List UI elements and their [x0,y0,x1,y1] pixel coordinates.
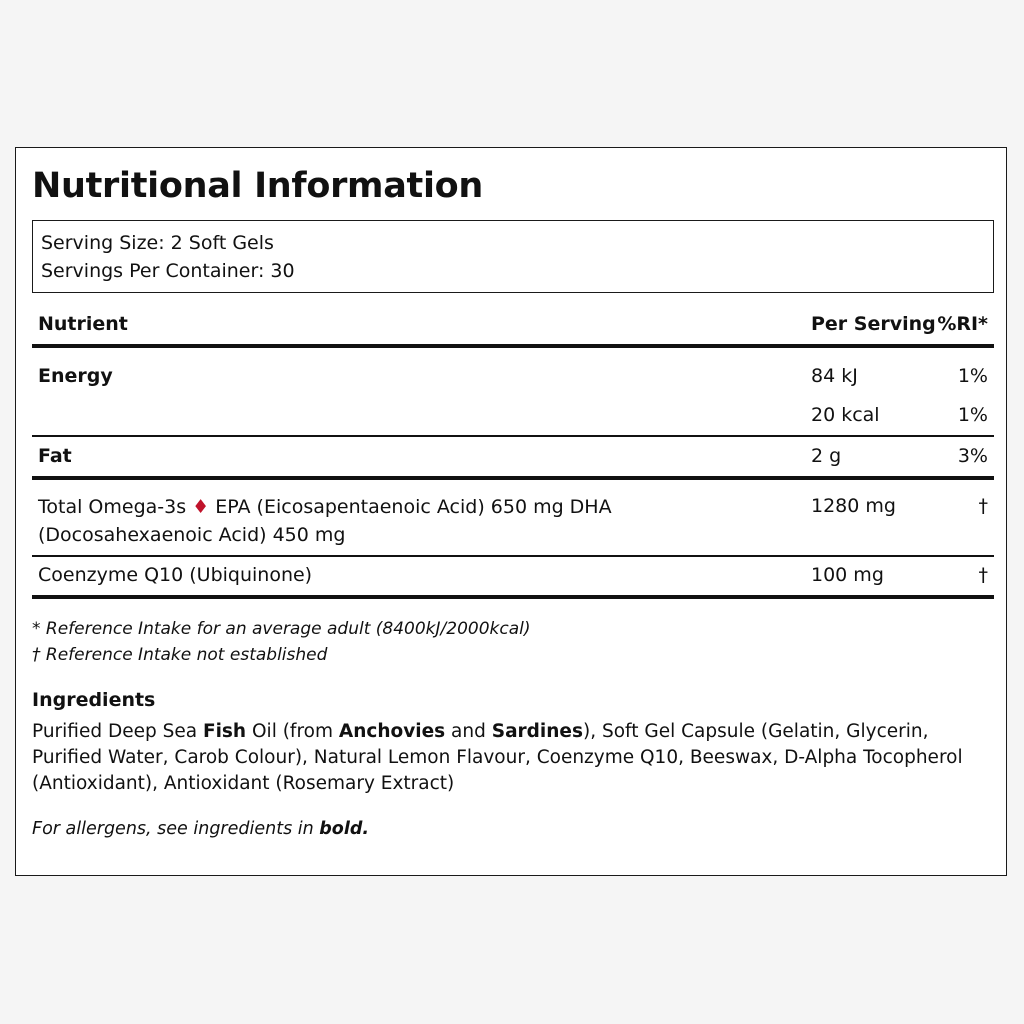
energy-kcal-ri: 1% [957,404,988,426]
table-row [32,404,994,432]
serving-size: Serving Size: 2 Soft Gels [41,232,274,254]
servings-per-container: Servings Per Container: 30 [41,260,295,282]
header-ri: %RI* [937,313,988,335]
coq10-value: 100 mg [811,564,884,586]
energy-kj-value: 84 kJ [811,365,858,387]
header-per-serving: Per Serving [811,313,936,335]
ingredient-text: ), Soft Gel Capsule (Gelatin, Glycerin, Purified Water, Carob Colour), Natural Lemon Flavour, Coenzyme Q10, Beeswax, D-Alpha Tocopherol (Antioxidant), Antioxidant (Rosemary Extract) [32,721,963,794]
header-nutrient: Nutrient [38,313,128,335]
table-row [32,445,994,473]
table-row [32,493,994,553]
allergen-sardines: Sardines [491,721,583,742]
fat-label: Fat [38,445,72,467]
omega-name: Total Omega-3s [38,496,187,518]
allergen-note [32,819,369,839]
serving-info-box [32,220,994,293]
ingredient-text: and [445,721,492,742]
table-row [32,564,994,592]
row-divider [32,555,994,557]
fat-value: 2 g [811,445,842,467]
coq10-ri: † [978,564,988,586]
ri-footnote: * Reference Intake for an average adult (8400kJ/2000kcal) [32,619,531,639]
ingredient-text: Purified Deep Sea [32,721,203,742]
omega-value: 1280 mg [811,495,896,517]
omega-ri: † [978,495,988,517]
nutrition-panel [15,147,1007,876]
energy-kj-ri: 1% [957,365,988,387]
allergen-anchovies: Anchovies [338,721,446,742]
dagger-footnote: † Reference Intake not established [32,645,328,665]
allergen-note-text: For allergens, see ingredients in [32,819,320,839]
coq10-label: Coenzyme Q10 (Ubiquinone) [38,564,313,586]
energy-kcal-value: 20 kcal [811,404,880,426]
diamond-icon: ♦ [192,496,210,518]
allergen-fish: Fish [202,721,247,742]
page-title: Nutritional Information [32,166,484,206]
ingredient-text: Oil (from [246,721,339,742]
ingredients-heading: Ingredients [32,689,156,711]
energy-label: Energy [38,365,113,387]
fat-ri: 3% [957,445,988,467]
header-divider [32,344,994,348]
table-row [32,365,994,393]
omega-breakdown: EPA (Eicosapentaenoic Acid) 650 mg DHA (Docosahexaenoic Acid) 450 mg [38,496,612,546]
section-divider [32,476,994,480]
allergen-note-bold: bold. [319,819,370,839]
table-header-row [32,313,994,341]
row-divider [32,435,994,437]
omega-label [38,493,788,549]
ingredients-list [32,719,992,797]
table-bottom-divider [32,595,994,599]
